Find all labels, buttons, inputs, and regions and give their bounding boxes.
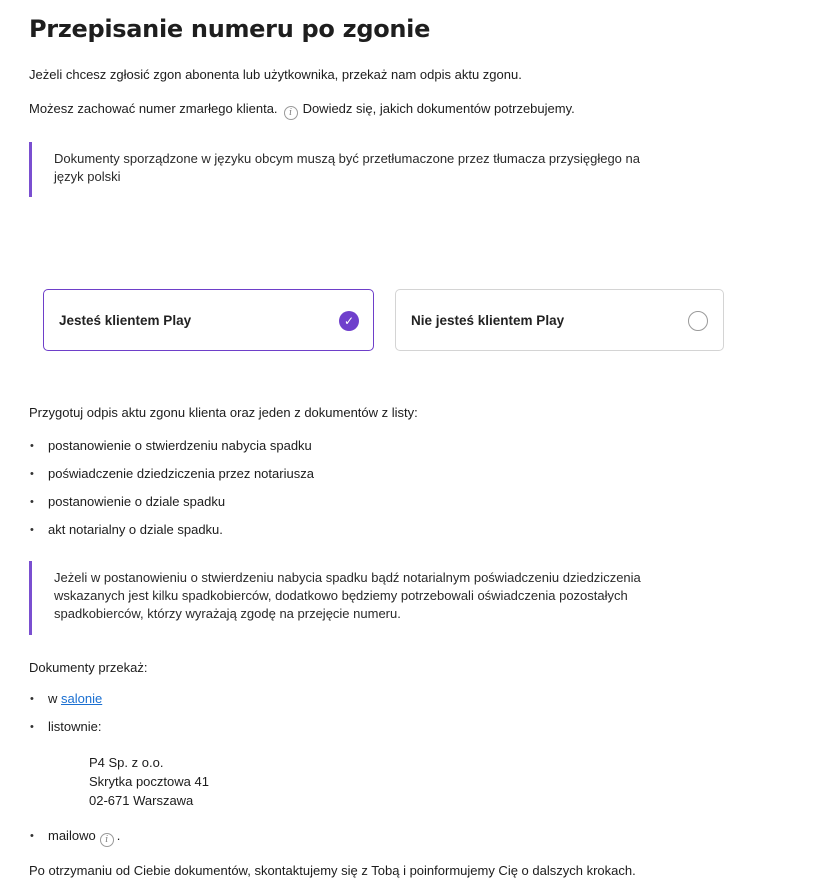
delivery-salon-prefix: w bbox=[48, 691, 58, 706]
heirs-note-line1: Jeżeli w postanowieniu o stwierdzeniu nabycia spadku bądź notarialnym poświadczeniu dziedziczenia bbox=[54, 570, 641, 585]
address-line1: P4 Sp. z o.o. bbox=[89, 755, 164, 770]
check-icon: ✓ bbox=[339, 311, 359, 331]
radio-unchecked-icon bbox=[688, 311, 708, 331]
heirs-note-line3: spadkobierców, którzy wyrażają zgodę na przejęcie numeru. bbox=[54, 606, 401, 621]
list-item: • postanowienie o dziale spadku bbox=[29, 493, 314, 511]
translation-note-line1: Dokumenty sporządzone w języku obcym muszą być przetłumaczone przez tłumacza przysięgłego na bbox=[54, 151, 640, 166]
intro-keep-number bbox=[29, 100, 575, 120]
heirs-note-line2: wskazanych jest kilku spadkobierców, dodatkowo będziemy potrzebowali oświadczenia pozostałych bbox=[54, 588, 628, 603]
intro-text: Jeżeli chcesz zgłosić zgon abonenta lub użytkownika, przekaż nam odpis aktu zgonu. bbox=[29, 67, 522, 82]
list-item: • poświadczenie dziedziczenia przez notariusza bbox=[29, 465, 314, 483]
address-line3: 02-671 Warszawa bbox=[89, 793, 194, 808]
info-icon[interactable]: i bbox=[100, 833, 114, 847]
info-icon[interactable]: i bbox=[284, 106, 298, 120]
translation-note-line2: język polski bbox=[54, 169, 121, 184]
delivery-salon bbox=[29, 690, 102, 708]
intro-documents-text: Dowiedz się, jakich dokumentów potrzebujemy. bbox=[302, 101, 575, 116]
delivery-email-label: mailowo bbox=[48, 828, 96, 843]
list-item: • postanowienie o stwierdzeniu nabycia spadku bbox=[29, 437, 314, 455]
page-title: Przepisanie numeru po zgonie bbox=[29, 15, 431, 43]
outro-text: Po otrzymaniu od Ciebie dokumentów, skontaktujemy się z Tobą i poinformujemy Cię o dalszych krokach. bbox=[29, 863, 636, 878]
document-list bbox=[29, 437, 314, 539]
salon-link[interactable]: salonie bbox=[61, 691, 103, 706]
list-item: • akt notarialny o dziale spadku. bbox=[29, 521, 314, 539]
delivery-email-suffix: . bbox=[116, 828, 121, 843]
postal-address bbox=[89, 753, 209, 810]
choice-nonclient[interactable] bbox=[395, 289, 724, 351]
delivery-email bbox=[29, 827, 120, 847]
delivery-list bbox=[29, 690, 102, 736]
heirs-note bbox=[29, 561, 641, 635]
choice-nonclient-label: Nie jesteś klientem Play bbox=[411, 313, 565, 328]
choice-client[interactable] bbox=[43, 289, 374, 351]
deliver-text: Dokumenty przekaż: bbox=[29, 660, 148, 675]
translation-note bbox=[29, 142, 640, 197]
prepare-text: Przygotuj odpis aktu zgonu klienta oraz jeden z dokumentów z listy: bbox=[29, 405, 418, 420]
intro-keep-number-text: Możesz zachować numer zmarłego klienta. bbox=[29, 101, 278, 116]
choice-client-label: Jesteś klientem Play bbox=[59, 313, 192, 328]
address-line2: Skrytka pocztowa 41 bbox=[89, 774, 209, 789]
delivery-mail: • listownie: bbox=[29, 718, 102, 736]
delivery-email-list bbox=[29, 827, 120, 847]
